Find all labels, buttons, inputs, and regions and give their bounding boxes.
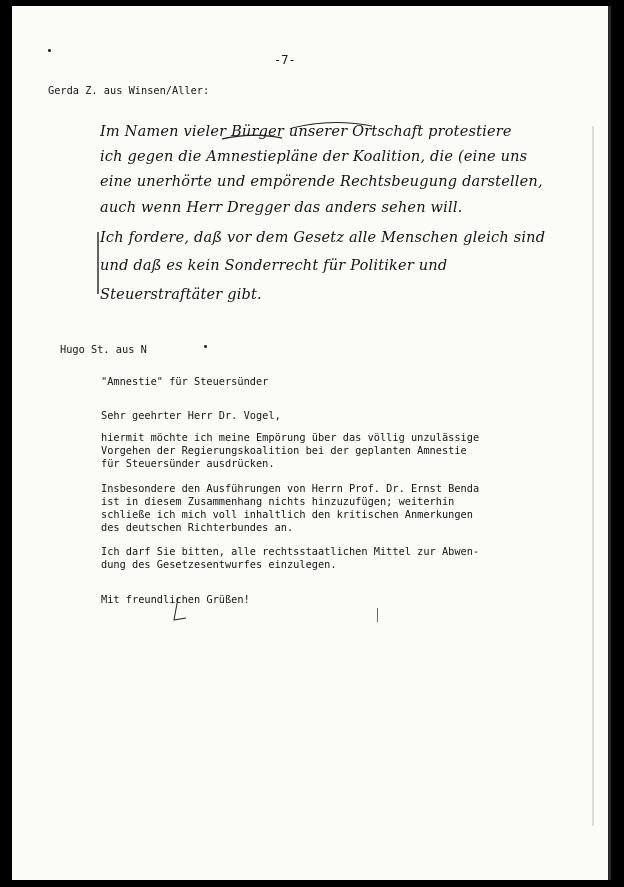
handwritten-line: eine unerhörte und empörende Rechtsbeugung darstellen,: [100, 174, 543, 190]
letter-author: Hugo St. aus N: [60, 344, 147, 356]
handwritten-line: Im Namen vieler Bürger unserer Ortschaft protestiere: [100, 124, 512, 140]
text-line: dung des Gesetzesentwurfes einzulegen.: [101, 559, 337, 571]
handwriting-strokes: [92, 114, 572, 314]
handwritten-line: und daß es kein Sonderrecht für Politiker und: [100, 258, 448, 274]
text-line: für Steuersünder ausdrücken.: [101, 458, 275, 470]
scan-edge-noise: [592, 126, 594, 826]
handwritten-line: ich gegen die Amnestiepläne der Koalition, die (eine uns: [100, 149, 528, 165]
handwritten-line: Steuerstraftäter gibt.: [100, 287, 262, 303]
document-page: [12, 6, 611, 880]
closing-pen-mark: [170, 596, 190, 626]
letter-salutation: Sehr geehrter Herr Dr. Vogel,: [101, 410, 281, 422]
text-line: Insbesondere den Ausführungen von Herrn Prof. Dr. Ernst Benda: [101, 483, 480, 495]
text-line: hiermit möchte ich meine Empörung über das völlig unzulässige: [101, 432, 480, 444]
strike-through-mark: [292, 122, 372, 128]
letter-author: Gerda Z. aus Winsen/Aller:: [48, 85, 210, 97]
scan-speck: [377, 608, 378, 622]
handwritten-line: Ich fordere, daß vor dem Gesetz alle Menschen gleich sind: [100, 230, 546, 246]
strike-through-mark: [222, 135, 282, 139]
text-line: ist in diesem Zusammenhang nichts hinzuzufügen; weiterhin: [101, 496, 455, 508]
text-line: des deutschen Richterbundes an.: [101, 522, 294, 534]
text-line: schließe ich mich voll inhaltlich den kritischen Anmerkungen: [101, 509, 473, 521]
scan-speck: [48, 49, 51, 52]
letter-closing: Mit freundlichen Grüßen!: [101, 594, 250, 606]
letter-subject: "Amnestie" für Steuersünder: [101, 376, 269, 388]
handwritten-line: auch wenn Herr Dregger das anders sehen will.: [100, 200, 463, 216]
page-number: -7-: [274, 53, 296, 67]
text-line: Vorgehen der Regierungskoalition bei der geplanten Amnestie: [101, 445, 467, 457]
text-line: Ich darf Sie bitten, alle rechtsstaatlichen Mittel zur Abwen-: [101, 546, 480, 558]
scan-speck: [204, 345, 207, 348]
